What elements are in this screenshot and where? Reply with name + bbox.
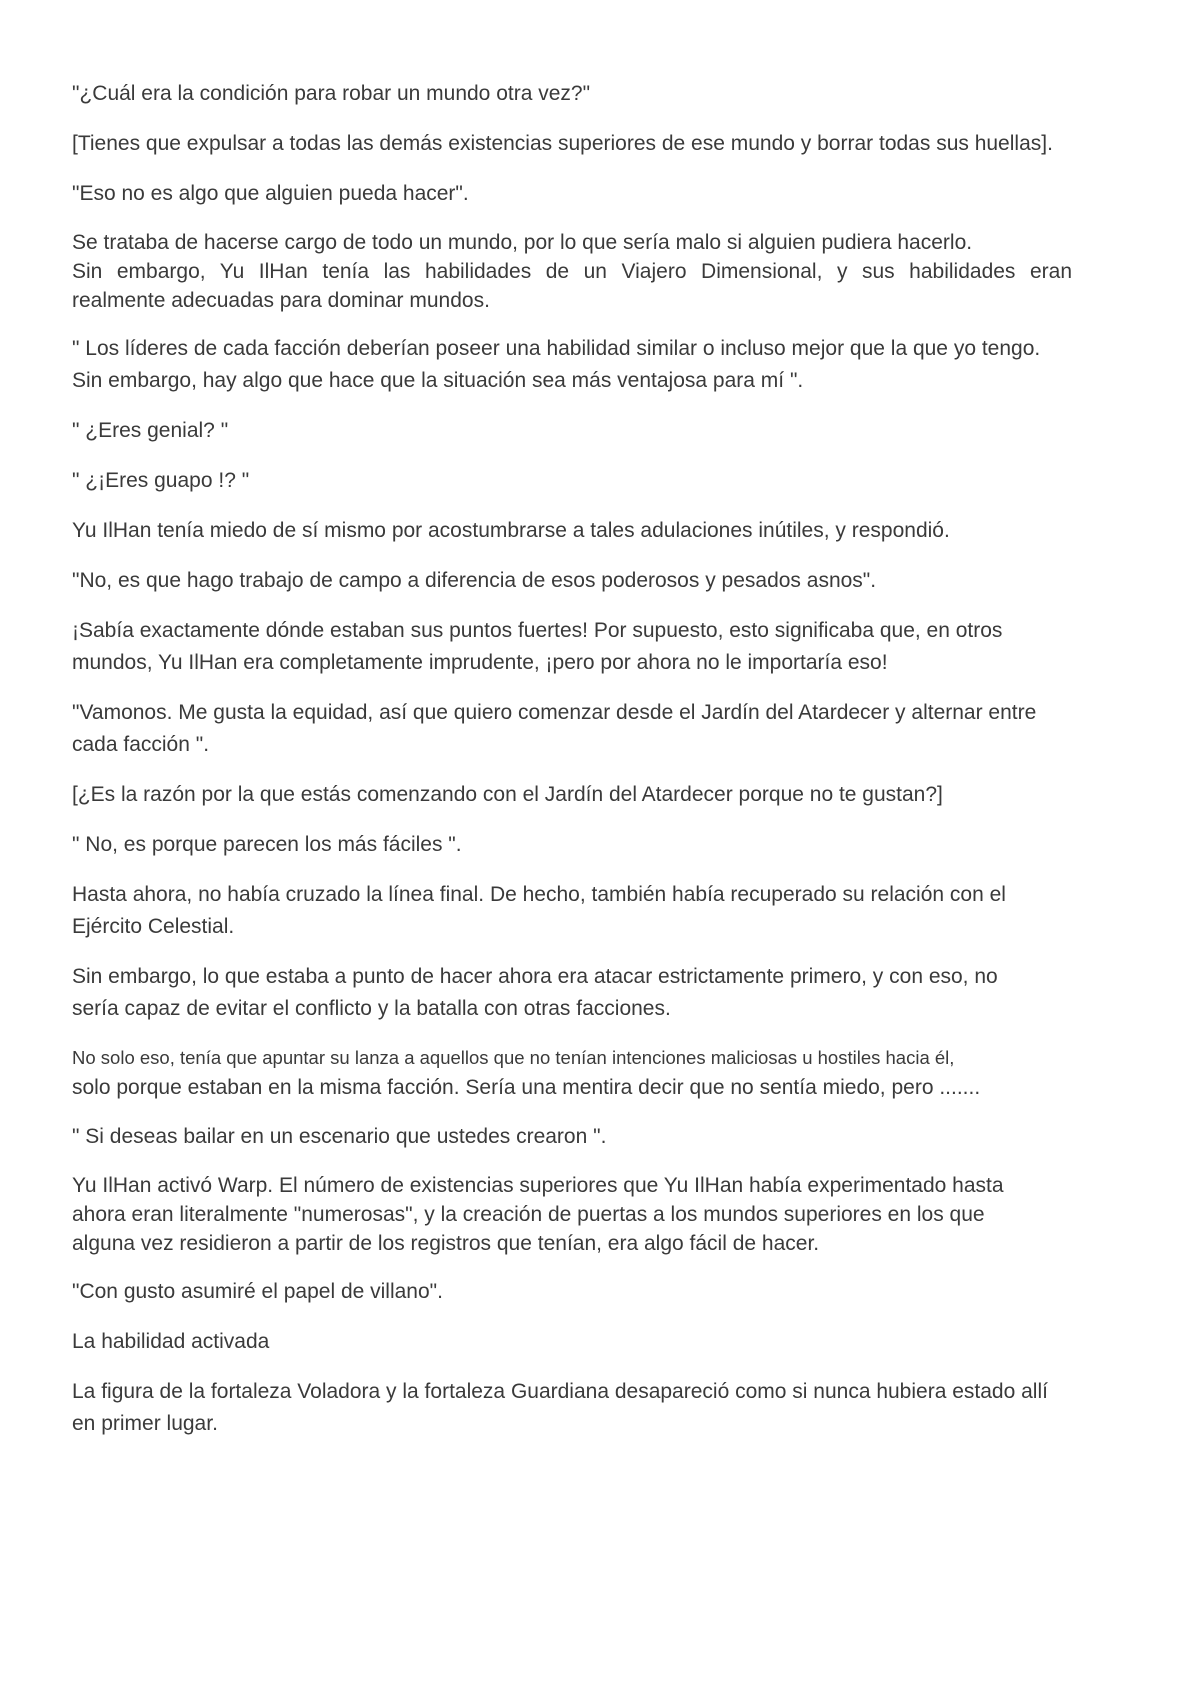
text-line: " Si deseas bailar en un escenario que ustedes crearon ". — [72, 1125, 607, 1148]
paragraph-13 — [72, 829, 1122, 861]
text-line: [Tienes que expulsar a todas las demás existencias superiores de ese mundo y borrar todas sus huellas]. — [72, 132, 1053, 155]
text-line: cada facción ". — [72, 733, 210, 756]
text-line: Sin embargo, lo que estaba a punto de hacer ahora era atacar estrictamente primero, y con eso, no — [72, 965, 998, 988]
text-line: realmente adecuadas para dominar mundos. — [72, 289, 490, 312]
paragraph-3 — [72, 178, 1122, 210]
text-line: " No, es porque parecen los más fáciles ". — [72, 833, 462, 856]
paragraph-16 — [72, 1043, 1122, 1103]
text-line: Yu IlHan activó Warp. El número de existencias superiores que Yu IlHan había experimentado hasta — [72, 1174, 1004, 1197]
text-line: Yu IlHan tenía miedo de sí mismo por acostumbrarse a tales adulaciones inútiles, y respondió. — [72, 519, 950, 542]
text-line: Se trataba de hacerse cargo de todo un mundo, por lo que sería malo si alguien pudiera hacerlo. — [72, 231, 973, 254]
text-line: No solo eso, tenía que apuntar su lanza a aquellos que no tenían intenciones maliciosas u hostiles hacia él, — [72, 1047, 955, 1068]
text-line: " ¿Eres genial? " — [72, 419, 229, 442]
text-line: Ejército Celestial. — [72, 915, 235, 938]
text-line: Sin embargo, Yu IlHan tenía las habilidades de un Viajero Dimensional, y sus habilidades eran — [72, 260, 1072, 283]
text-line: sería capaz de evitar el conflicto y la batalla con otras facciones. — [72, 997, 671, 1020]
paragraph-9 — [72, 565, 1122, 597]
paragraph-19 — [72, 1276, 1122, 1308]
text-line: Sin embargo, hay algo que hace que la situación sea más ventajosa para mí ". — [72, 369, 804, 392]
paragraph-1 — [72, 78, 1122, 110]
text-line: "Eso no es algo que alguien pueda hacer". — [72, 182, 469, 205]
text-line: alguna vez residieron a partir de los registros que tenían, era algo fácil de hacer. — [72, 1232, 820, 1255]
text-line: mundos, Yu IlHan era completamente imprudente, ¡pero por ahora no le importaría eso! — [72, 651, 888, 674]
paragraph-5 — [72, 333, 1122, 397]
text-line: ahora eran literalmente "numerosas", y la creación de puertas a los mundos superiores en los que — [72, 1203, 985, 1226]
text-line: ¡Sabía exactamente dónde estaban sus puntos fuertes! Por supuesto, esto significaba que, en otros — [72, 619, 1003, 642]
text-line: La habilidad activada — [72, 1330, 270, 1353]
text-line: en primer lugar. — [72, 1412, 218, 1435]
paragraph-14 — [72, 879, 1122, 943]
paragraph-17 — [72, 1121, 1122, 1153]
paragraph-21 — [72, 1376, 1122, 1440]
paragraph-20 — [72, 1326, 1122, 1358]
text-line: "Vamonos. Me gusta la equidad, así que quiero comenzar desde el Jardín del Atardecer y alternar entre — [72, 701, 1037, 724]
paragraph-6 — [72, 415, 1122, 447]
paragraph-4 — [72, 228, 1122, 315]
paragraph-18 — [72, 1171, 1122, 1258]
paragraph-8 — [72, 515, 1122, 547]
text-line: "No, es que hago trabajo de campo a diferencia de esos poderosos y pesados asnos". — [72, 569, 877, 592]
paragraph-7 — [72, 465, 1122, 497]
text-line: "¿Cuál era la condición para robar un mundo otra vez?" — [72, 82, 591, 105]
paragraph-10 — [72, 615, 1122, 679]
paragraph-11 — [72, 697, 1122, 761]
text-line: "Con gusto asumiré el papel de villano". — [72, 1280, 443, 1303]
text-line: [¿Es la razón por la que estás comenzando con el Jardín del Atardecer porque no te gustan?] — [72, 783, 943, 806]
text-line: " ¿¡Eres guapo !? " — [72, 469, 250, 492]
text-line: La figura de la fortaleza Voladora y la fortaleza Guardiana desapareció como si nunca hubiera estado allí — [72, 1380, 1048, 1403]
paragraph-2 — [72, 128, 1122, 160]
paragraph-12 — [72, 779, 1122, 811]
text-line: " Los líderes de cada facción deberían poseer una habilidad similar o incluso mejor que la que yo tengo. — [72, 337, 1041, 360]
paragraph-15 — [72, 961, 1122, 1025]
text-line: Hasta ahora, no había cruzado la línea final. De hecho, también había recuperado su relación con el — [72, 883, 1006, 906]
text-line: solo porque estaban en la misma facción. Sería una mentira decir que no sentía miedo, pero ....... — [72, 1076, 981, 1099]
document-page — [72, 78, 1122, 1458]
